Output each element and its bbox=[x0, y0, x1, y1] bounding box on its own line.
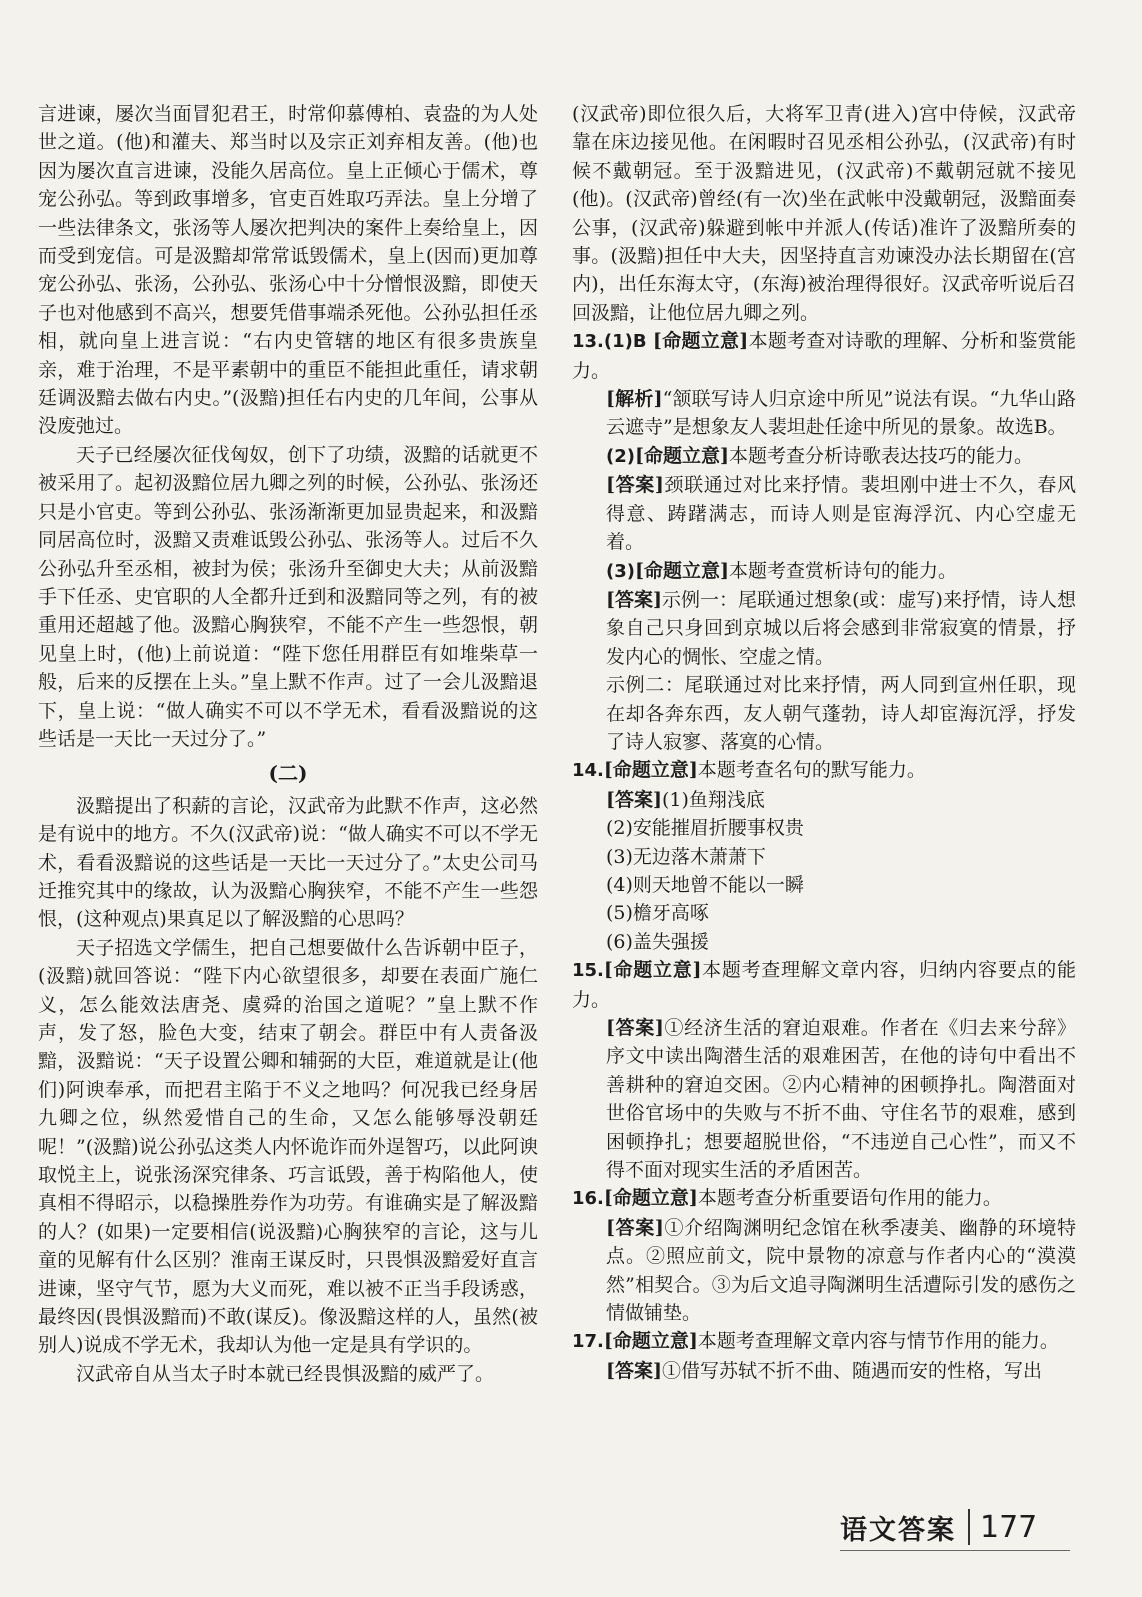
sub-question bbox=[572, 557, 1076, 586]
answer-text: ①借写苏轼不折不曲、随遇而安的性格，写出 bbox=[661, 1359, 1042, 1382]
analysis bbox=[572, 385, 1076, 442]
answer-line: (6)盖失强援 bbox=[606, 930, 709, 953]
answer-line: (3)无边落木萧萧下 bbox=[606, 845, 766, 868]
answer-text: 示例二：尾联通过对比来抒情，两人同到宣州任职，现在却各奔东西，友人朝气蓬勃，诗人却宦海沉浮，抒发了诗人寂寥、落寞的心情。 bbox=[606, 674, 1076, 753]
answer-line: (2)安能摧眉折腰事权贵 bbox=[606, 817, 804, 840]
paragraph: (汉武帝)即位很久后，大将军卫青(进入)宫中侍候，汉武帝靠在床边接见他。在闲暇时召见丞相公孙弘，(汉武帝)有时候不戴朝冠。至于汲黯进见，(汉武帝)不戴朝冠就不接见(他)。(汉武帝)曾经(有一次)坐在武帐中没戴朝冠，汲黯面奏公事，(汉武帝)躲避到帐中并派人(传话)准许了汲黯所奏的事。(汲黯)担任中大夫，因坚持直言劝谏没办法长期留在(宫内)，出任东海太守，(东海)被治理得很好。汉武帝听说后召回汲黯，让他位居九卿之列。 bbox=[572, 103, 1076, 324]
footer-title: 语文答案 bbox=[840, 1514, 956, 1546]
question-number: 15. bbox=[572, 960, 604, 982]
analysis-text: “颔联写诗人归京途中所见”说法有误。“九华山路云遮寺”是想象友人裴坦赴任途中所见的景象。故选B。 bbox=[606, 388, 1076, 439]
question-number: 17. bbox=[572, 1331, 604, 1353]
tag: [答案] bbox=[606, 474, 664, 497]
tag-text: 本题考查理解文章内容，归纳内容要点的能力。 bbox=[572, 959, 1076, 1011]
answer-label: (1)B bbox=[603, 331, 647, 353]
tag-text: 本题考查分析重要语句作用的能力。 bbox=[697, 1187, 1002, 1210]
paragraph: 天子招选文学儒生，把自己想要做什么告诉朝中臣子，(汲黯)就回答说：“陛下内心欲望很多，却要在表面广施仁义，怎么能效法唐尧、虞舜的治国之道呢？”皇上默不作声，发了怒，脸色大变，结束了朝会。群臣中有人责备汲黯，汲黯说：“天子设置公卿和辅弼的大臣，难道就是让(他们)阿谀奉承，而把君主陷于不义之地吗？何况我已经身居九卿之位，纵然爱惜自己的生命，又怎么能够辱没朝廷呢！”(汲黯)说公孙弘这类人内怀诡诈而外逞智巧，以此阿谀取悦主上，说张汤深究律条、巧言诋毁，善于构陷他人，使真相不得昭示，以稳操胜券作为功劳。有谁确实是了解汲黯的人？(如果)一定要相信(说汲黯)心胸狭窄的言论，这与儿童的见解有什么区别？淮南王谋反时，只畏惧汲黯爱好直言进谏，坚守气节，愿为大义而死，难以被不正当手段诱惑，最终因(畏惧汲黯而)不敢(谋反)。像汲黯这样的人，虽然(被别人)说成不学无术，我却认为他一定是具有学识的。 bbox=[38, 936, 538, 1357]
question-15 bbox=[572, 956, 1076, 1014]
tag: [答案] bbox=[606, 1216, 664, 1239]
tag-text: 本题考查对诗歌的理解、分析和鉴赏能力。 bbox=[572, 330, 1076, 382]
tag-text: 本题考查分析诗歌表达技巧的能力。 bbox=[728, 444, 1033, 467]
footer-rule bbox=[840, 1550, 1070, 1551]
question-17 bbox=[572, 1327, 1076, 1356]
tag: [答案] bbox=[606, 788, 662, 811]
paragraph: 汲黯提出了积薪的言论，汉武帝为此默不作声，这必然是有说中的地方。不久(汉武帝)说：“做人确实不可以不学无术，看看汲黯说的这些话是一天比一天过分了。”太史公司马迁推究其中的缘故，认为汲黯心胸狭窄，不能不产生一些怨恨，(这种观点)果真足以了解汲黯的心思吗？ bbox=[38, 794, 538, 931]
question-13 bbox=[572, 327, 1076, 385]
sub-question bbox=[572, 442, 1076, 471]
tag: [命题立意] bbox=[603, 1187, 698, 1210]
answer-text: ①经济生活的窘迫艰难。作者在《归去来兮辞》序文中读出陶潜生活的艰难困苦，在他的诗句中看出不善耕种的窘迫交困。②内心精神的困顿挣扎。陶潜面对世俗官场中的失败与不折不曲、守住名节的艰难，感到困顿挣扎；想要超脱世俗，“不违逆自己心性”，而又不得不面对现实生活的矛盾困苦。 bbox=[606, 1017, 1076, 1182]
tag: [答案] bbox=[606, 1359, 662, 1382]
question-number: 14. bbox=[572, 760, 604, 782]
sub-label: (2) bbox=[606, 445, 635, 467]
answer-line: (4)则天地曾不能以一瞬 bbox=[606, 873, 804, 896]
answer bbox=[572, 471, 1076, 556]
tag-text: 本题考查名句的默写能力。 bbox=[697, 759, 926, 782]
tag-text: 本题考查理解文章内容与情节作用的能力。 bbox=[697, 1330, 1059, 1353]
tag: [命题立意] bbox=[603, 1330, 698, 1353]
question-number: 13. bbox=[572, 331, 604, 353]
sub-label: (3) bbox=[606, 560, 635, 582]
question-number: 16. bbox=[572, 1188, 604, 1210]
tag-text: 本题考查赏析诗句的能力。 bbox=[728, 559, 957, 582]
answer-line: (1)鱼翔浅底 bbox=[661, 788, 765, 811]
answer bbox=[572, 1357, 1076, 1385]
section-heading: (二) bbox=[268, 761, 308, 786]
answer-line: (5)檐牙高啄 bbox=[606, 902, 709, 925]
answer-text: 示例一：尾联通过想象(或：虚写)来抒情，诗人想象自己只身回到京城以后将会感到非常寂寞的情景，抒发内心的惆怅、空虚之情。 bbox=[606, 588, 1077, 668]
tag: [解析] bbox=[606, 388, 663, 411]
right-column bbox=[572, 100, 1076, 1385]
page-footer bbox=[840, 1505, 1072, 1549]
tag: [命题立意] bbox=[603, 759, 698, 782]
question-14 bbox=[572, 756, 1076, 785]
answer bbox=[572, 1214, 1076, 1328]
tag: [答案] bbox=[606, 588, 663, 611]
tag: [命题立意] bbox=[603, 959, 702, 982]
paragraph: 言进谏，屡次当面冒犯君王，时常仰慕傅柏、袁盎的为人处世之道。(他)和灌夫、郑当时以及宗正刘弃相友善。(他)也因为屡次直言进谏，没能久居高位。皇上正倾心于儒术，尊宠公孙弘。等到政事增多，官吏百姓取巧弄法。皇上分增了一些法律条文，张汤等人屡次把判决的案件上奏给皇上，因而受到宠信。可是汲黯却常常诋毁儒术，皇上(因而)更加尊宠公孙弘、张汤，公孙弘、张汤心中十分憎恨汲黯，即使天子也对他感到不高兴，想要凭借事端杀死他。公孙弘担任丞相，就向皇上进言说：“右内史管辖的地区有很多贵族皇亲，难于治理，不是平素朝中的重臣不能担此重任，请求朝廷调汲黯去做右内史。”(汲黯)担任右内史的几年间，公事从没废弛过。 bbox=[38, 103, 538, 438]
tag: [命题立意] bbox=[634, 444, 729, 467]
answer bbox=[572, 1014, 1076, 1184]
question-16 bbox=[572, 1184, 1076, 1213]
answer bbox=[572, 786, 1076, 814]
page-number: 177 bbox=[980, 1509, 1038, 1545]
answer-text: 颈联通过对比来抒情。裴坦刚中进士不久，春风得意、踌躇满志，而诗人则是宦海浮沉、内心空虚无着。 bbox=[606, 474, 1076, 554]
tag: [命题立意] bbox=[634, 559, 729, 582]
answer bbox=[572, 586, 1076, 671]
paragraph: 天子已经屡次征伐匈奴，创下了功绩，汲黯的话就更不被采用了。起初汲黯位居九卿之列的时候，公孙弘、张汤还只是小官吏。等到公孙弘、张汤渐渐更加显贵起来，和汲黯同居高位时，汲黯又责难诋毁公孙弘、张汤等人。过后不久公孙弘升至丞相，被封为侯；张汤升至御史大夫；从前汲黯手下任丞、史官职的人全都升迁到和汲黯同等之列，有的被重用还超越了他。汲黯心胸狭窄，不能不产生一些怨恨，朝见皇上时，(他)上前说道：“陛下您任用群臣有如堆柴草一般，后来的反摆在上头。”皇上默不作声。过了一会儿汲黯退下，皇上说：“做人确实不可以不学无术，看看汲黯说的这些话是一天比一天过分了。” bbox=[38, 443, 538, 750]
answer-text: ①介绍陶渊明纪念馆在秋季凄美、幽静的环境特点。②照应前文，院中景物的凉意与作者内心的“漠漠然”相契合。③为后文追寻陶渊明生活遭际引发的感伤之情做铺垫。 bbox=[606, 1216, 1076, 1325]
paragraph: 汉武帝自从当太子时本就已经畏惧汲黯的威严了。 bbox=[76, 1362, 495, 1385]
left-column bbox=[38, 100, 538, 1388]
tag: [命题立意] bbox=[652, 330, 749, 353]
tag: [答案] bbox=[606, 1017, 664, 1039]
